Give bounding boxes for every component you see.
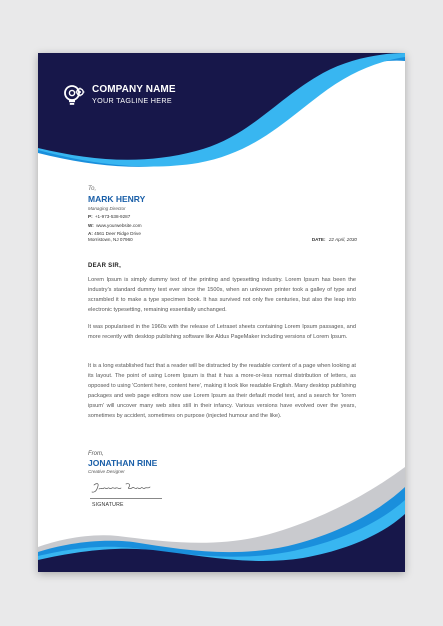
lightbulb-gear-icon xyxy=(62,83,86,107)
footer-wave-decoration xyxy=(38,442,405,572)
body-paragraph-1: Lorem Ipsum is simply dummy text of the printing and typesetting industry. Lorem Ipsum has been the industry's standard dummy text ever since the 1500s, when an unknown printer took a galley of type and scrambled it to make a type specimen book. It has survived not only five centuries, but also the leap into electronic typesetting, remaining essentially unchanged. xyxy=(88,277,356,313)
body-paragraph-2: It was popularised in the 1960s with the release of Letraset sheets containing Lorem Ipsum passages, and more recently with desktop publishing software like Aldus PageMaker including versions of Lorem Ipsum. xyxy=(88,324,356,340)
company-logo xyxy=(62,83,176,107)
address-line-2: Morristown, NJ 07960 xyxy=(88,237,133,243)
phone-value: +1-973-538-9287 xyxy=(94,214,131,219)
company-name: COMPANY NAME xyxy=(92,84,176,96)
letterhead-page xyxy=(38,53,405,572)
phone-label: P: xyxy=(88,214,93,219)
signature-label: SIGNATURE xyxy=(92,502,124,508)
from-label: From, xyxy=(88,451,104,457)
body-paragraph-3: It is a long established fact that a reader will be distracted by the readable content of a page when looking at its layout. The point of using Lorem Ipsum is that it has a more-or-less normal distribution of letters, as opposed to using 'Content here, content here', making it look like readable English. Many desktop publishing packages and web page editors now use Lorem Ipsum as their default model text, and a search for 'lorem ipsum' will uncover many web sites still in their infancy. Various versions have evolved over the years, sometimes by accident, sometimes on purpose (injected humour and the like). xyxy=(88,363,357,419)
salutation: DEAR SIR, xyxy=(88,263,122,269)
sender-title: Creative Designer xyxy=(88,469,125,474)
address-label: A: xyxy=(88,231,93,236)
recipient-website xyxy=(88,223,142,228)
recipient-phone xyxy=(88,214,130,219)
sender-name: JONATHAN RINE xyxy=(88,458,158,468)
address-line-1: 4561 Deer Ridge Drive xyxy=(94,231,141,236)
website-value: www.yourwebsite.com xyxy=(96,223,142,228)
recipient-address xyxy=(88,231,141,243)
header-wave-decoration xyxy=(38,53,405,183)
recipient-title: Managing Director xyxy=(88,206,126,211)
letter-date xyxy=(312,237,357,242)
web-label: W: xyxy=(88,223,94,228)
company-tagline: YOUR TAGLINE HERE xyxy=(92,96,172,106)
date-label: DATE: xyxy=(311,237,326,242)
recipient-name: MARK HENRY xyxy=(88,194,146,204)
date-value: 22 April, 2030 xyxy=(328,237,357,242)
to-label: To, xyxy=(88,186,97,192)
